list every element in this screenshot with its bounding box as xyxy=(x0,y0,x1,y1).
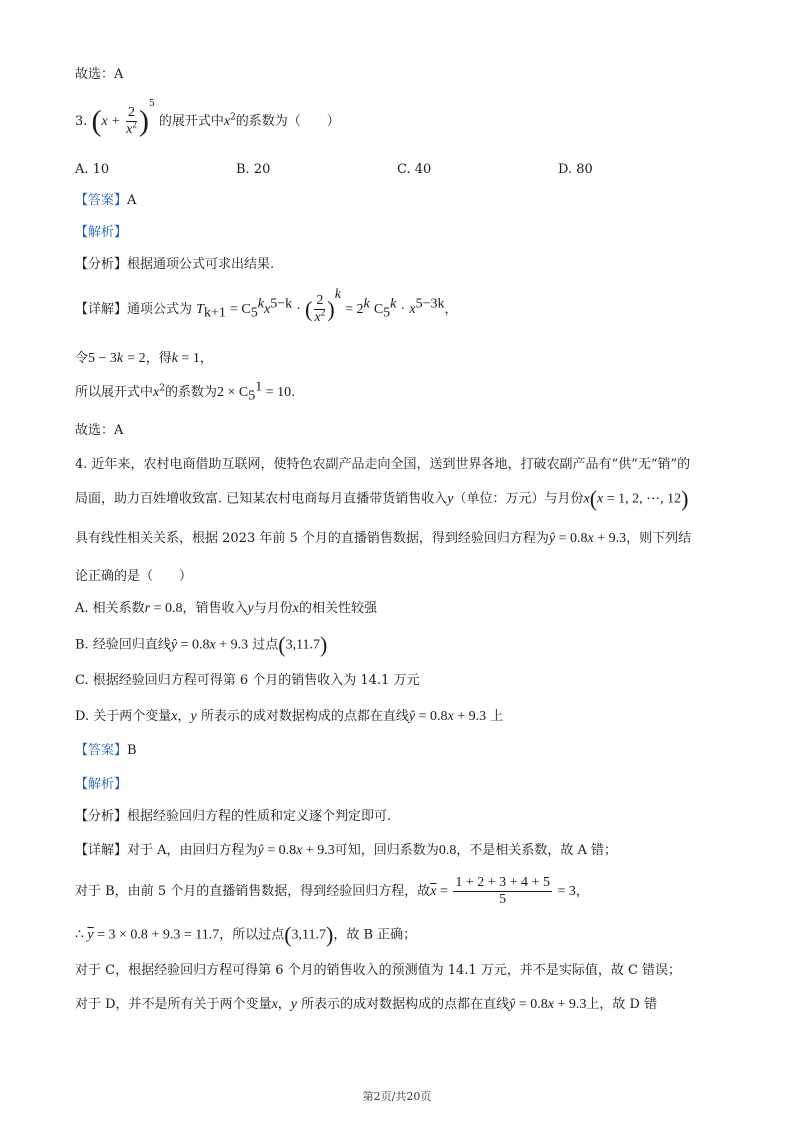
q4-d-line: 对于 D，并不是所有关于两个变量x，y 所表示的成对数据构成的点都在直线ŷ = 0.8x + 9.3上，故 D 错 xyxy=(75,997,658,1012)
q4-c-line: 对于 C，根据经验回归方程可得第 6 个月的销售收入的预测值为 14.1 万元，并不是实际值，故 C 错误； xyxy=(75,963,682,978)
page-footer: 第2页/共20页 xyxy=(362,1090,432,1103)
q4-answer-line: 【答案】B xyxy=(75,743,137,758)
q4-line2: 局面，助力百姓增收致富. 已知某农村电商每月直播带货销售收入y（单位：万元）与月份x(x = 1, 2, ⋯, 12) xyxy=(75,486,689,511)
q4-xiangjie-line: 【详解】对于 A，由回归方程为ŷ = 0.8x + 9.3可知，回归系数为0.8，不是相关系数，故 A 错； xyxy=(75,843,617,858)
q3-option-b: B. 20 xyxy=(236,162,271,177)
q4-analysis-tag: 【解析】 xyxy=(75,777,128,792)
q4-option-c: C. 根据经验回归方程可得第 6 个月的销售收入为 14.1 万元 xyxy=(75,673,420,688)
q3-answer-line: 【答案】A xyxy=(75,193,137,208)
q3-ling-line: 令5 − 3k = 2，得k = 1， xyxy=(75,351,213,366)
q4-line1: 4. 近年来，农村电商借助互联网，使特色农副产品走向全国，送到世界各地，打破农副产品有“供”无“销”的 xyxy=(75,457,691,472)
q3-fenxi-line: 【分析】根据通项公式可求出结果. xyxy=(75,257,275,272)
q3-suoyi-line: 所以展开式中$x^2$的系数为$2 \times C_5^1 = 10$. xyxy=(75,379,296,404)
prev-choose-line: 故选：A xyxy=(75,67,124,82)
q3-xiangjie-line: 【详解】通项公式为 $T_{k+1} = C_5^kx^{5-k}$ · ( $\frac{2}{x^2}$ )$^k = 2^k$ $C_5^k \cdot x^{5-3k}$， xyxy=(75,286,458,325)
q4-line4: 论正确的是（ ） xyxy=(75,569,193,584)
q3-option-a: A. 10 xyxy=(75,162,110,177)
q3-analysis-tag: 【解析】 xyxy=(75,225,128,240)
q4-b-line: 对于 B，由前 5 个月的直播销售数据，得到经验回归方程，故$\overline{x}$ = $\frac{1 + 2 + 3 + 4 + 5}{5}$ = 3， xyxy=(75,875,589,907)
q3-stem: 3. (x + $\frac{2}{x^2}$ )$^5$ 的展开式中$x^2$的系数为（ ） xyxy=(75,98,340,138)
q3-option-d: D. 80 xyxy=(558,162,593,177)
q4-y-bar-line: ∴ $\overline{y} = 3 \times 0.8 + 9.3 = 11.7$，所以过点(3,11.7)，故 B 正确； xyxy=(75,922,417,947)
q4-option-a: A. 相关系数r = 0.8，销售收入y与月份x的相关性较强 xyxy=(75,601,377,616)
q4-line3: 具有线性相关关系，根据 2023 年前 5 个月的直播销售数据，得到经验回归方程为ŷ = 0.8x + 9.3，则下列结 xyxy=(75,531,692,546)
q3-choose-line: 故选：A xyxy=(75,423,124,438)
q4-option-b: B. 经验回归直线ŷ = 0.8x + 9.3 过点(3,11.7) xyxy=(75,632,328,657)
q4-option-d: D. 关于两个变量x，y 所表示的成对数据构成的点都在直线ŷ = 0.8x + 9.3 上 xyxy=(75,709,504,724)
q3-option-c: C. 40 xyxy=(397,162,432,177)
q4-fenxi-line: 【分析】根据经验回归方程的性质和定义逐个判定即可. xyxy=(75,809,392,824)
